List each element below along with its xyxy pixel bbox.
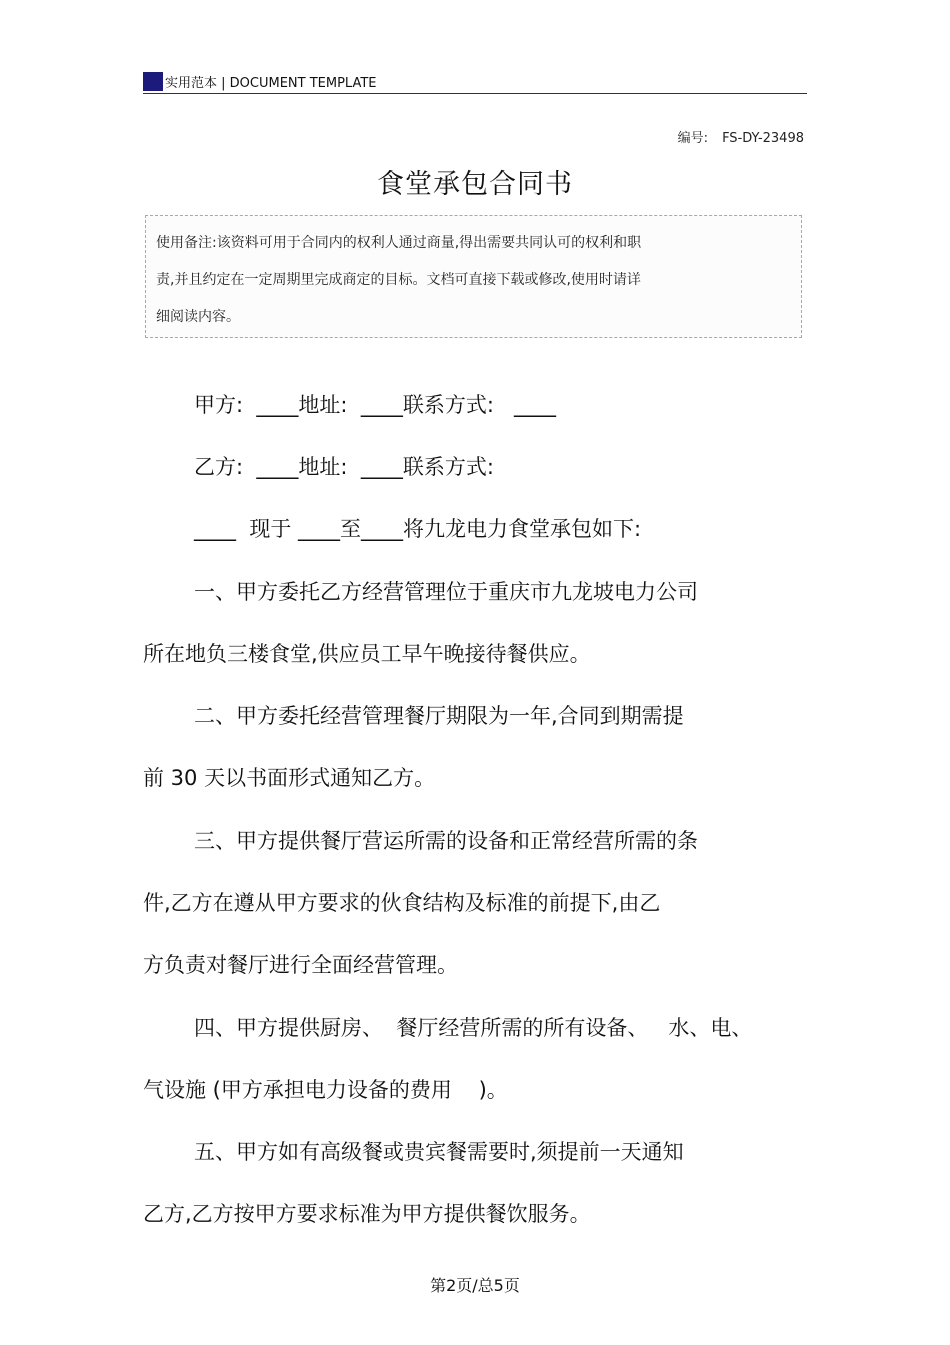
clause-3-line-3: 方负责对餐厅进行全面经营管理。	[143, 953, 458, 977]
page-number: 第2页/总5页	[430, 1276, 520, 1295]
clause-4-line-2: 气设施 (甲方承担电力设备的费用 )。	[143, 1078, 508, 1102]
clause-1-line-1: 一、甲方委托乙方经营管理位于重庆市九龙坡电力公司	[194, 580, 698, 604]
usage-note-line: 使用备注:该资料可用于合同内的权利人通过商量,得出需要共同认可的权利和职	[156, 235, 642, 251]
party-a-line: 甲方: ____地址: ____联系方式: ____	[194, 393, 556, 417]
usage-note-line: 责,并且约定在一定周期里完成商定的目标。文档可直接下载或修改,使用时请详	[156, 272, 641, 288]
clause-2-line-1: 二、甲方委托经营管理餐厅期限为一年,合同到期需提	[194, 704, 684, 728]
clause-3-line-1: 三、甲方提供餐厅营运所需的设备和正常经营所需的条	[194, 829, 698, 853]
clause-5-line-1: 五、甲方如有高级餐或贵宾餐需要时,须提前一天通知	[194, 1140, 684, 1164]
page-header	[143, 70, 807, 94]
template-logo-icon	[143, 72, 163, 91]
clause-2-line-2: 前 30 天以书面形式通知乙方。	[143, 766, 436, 790]
clause-4-line-1: 四、甲方提供厨房、 餐厅经营所需的所有设备、 水、电、	[194, 1016, 753, 1040]
usage-note-line: 细阅读内容。	[156, 309, 240, 325]
document-title: 食堂承包合同书	[377, 169, 573, 200]
clause-3-line-2: 件,乙方在遵从甲方要求的伙食结构及标准的前提下,由乙	[143, 891, 661, 915]
party-b-line: 乙方: ____地址: ____联系方式:	[194, 455, 494, 479]
clause-5-line-2: 乙方,乙方按甲方要求标准为甲方提供餐饮服务。	[143, 1202, 591, 1226]
usage-note-box	[145, 215, 802, 338]
contract-intro-line: ____ 现于 ____至____将九龙电力食堂承包如下:	[194, 517, 642, 541]
document-number-label: 编号:	[677, 131, 709, 146]
header-text: 实用范本 | DOCUMENT TEMPLATE	[165, 76, 377, 91]
document-number-value: FS-DY-23498	[722, 131, 804, 146]
document-number	[678, 127, 804, 146]
clause-1-line-2: 所在地负三楼食堂,供应员工早午晚接待餐供应。	[143, 642, 591, 666]
